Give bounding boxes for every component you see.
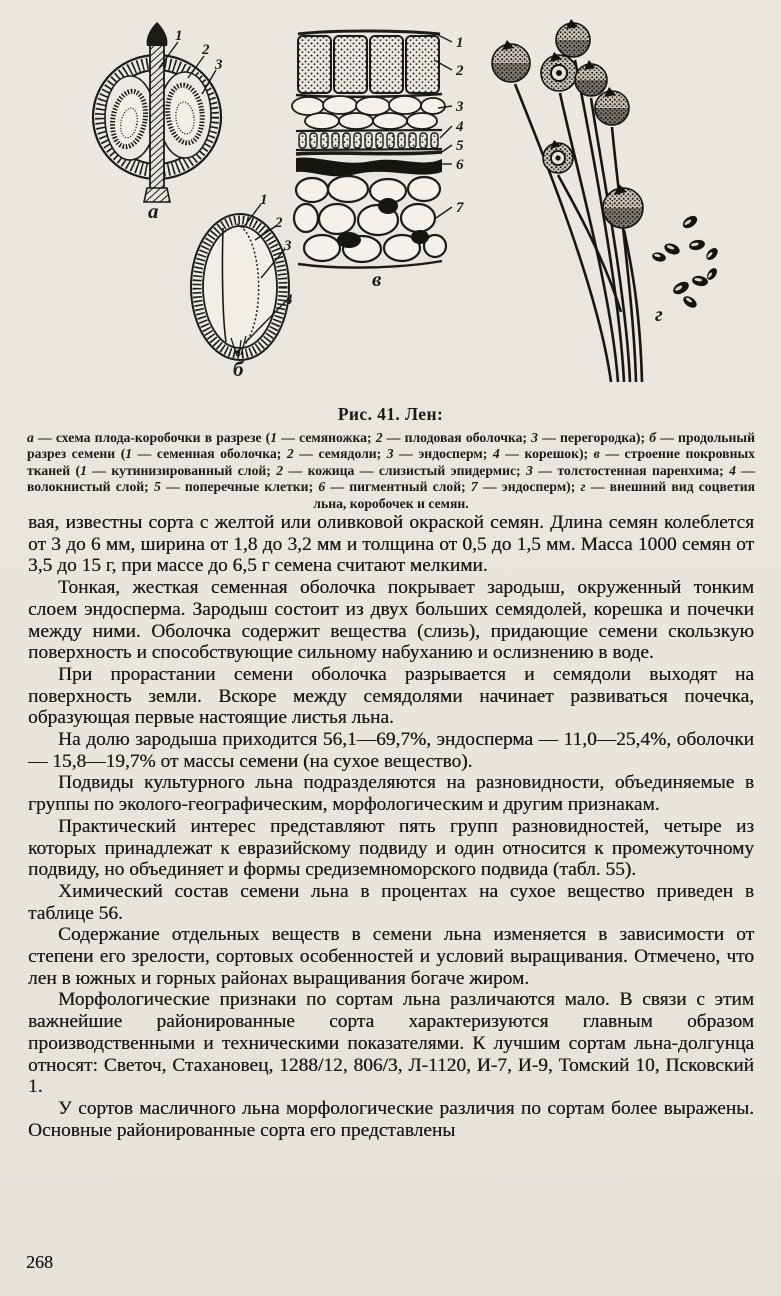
figure-41-illustration [0, 0, 781, 400]
figure-panel-g-inflorescence [483, 4, 778, 396]
callout-a-1: 1 [175, 28, 183, 44]
callout-v-5: 5 [456, 138, 464, 154]
capsule [543, 140, 573, 173]
figure-caption-title: Рис. 41. Лен: [337, 404, 444, 424]
paragraph: При прорастании семени оболочка разрывается и семядоли выходят на поверхность земли. Вскоре между семядолями начинает развиваться почечка, образующая первые настоящие листья льна. [28, 663, 754, 729]
panel-g-letter: г [655, 302, 663, 326]
callout-a-2: 2 [202, 42, 210, 58]
epidermis-cells [296, 36, 442, 97]
paragraph: Подвиды культурного льна подразделяются на разновидности, объединяемые в группы по эколого-географическим, морфологическим и другим признакам. [28, 772, 754, 816]
paragraph: Морфологические признаки по сортам льна различаются мало. В связи с этим важнейшие районированные сорта характеризуются главным образом производственными и техническими показателями. К лучшим сортам льна-долгунца относят: Светоч, Стахановец, 1288/12, 806/3, Л-1120, И-7, И-9, Томский 10, Псковский 1. [28, 989, 754, 1098]
pigment-layer [296, 158, 442, 177]
callout-v-3: 3 [456, 99, 464, 115]
paragraph: вая, известны сорта с желтой или оливковой окраской семян. Длина семян колеблется от 3 до 6 мм, ширина от 1,8 до 3,2 мм и толщина от 0,5 до 1,5 мм. Масса 1000 семян от 3,5 до 15 г, при массе до 6,5 г семена считают мелкими. [28, 512, 754, 577]
central-column [150, 44, 164, 190]
panel-a-letter: а [148, 199, 159, 223]
capsule [575, 60, 607, 96]
capsule [492, 40, 530, 82]
capsule [603, 184, 643, 228]
cross-cells-layer [296, 152, 442, 154]
panel-b-letter: б [233, 357, 244, 381]
callout-v-7: 7 [456, 200, 464, 216]
callout-a-3: 3 [215, 57, 223, 73]
seeds [651, 213, 720, 310]
fiber-layer [296, 130, 442, 150]
capsule [541, 52, 577, 91]
figure-panel-v-tissue-layers [292, 18, 482, 293]
paragraph: Практический интерес представляют пять групп разновидностей, четыре из которых принадлежат к евразийскому подвиду и один относится к промежуточному подвиду, но объединяет и формы средиземноморского подвида (табл. 55). [28, 815, 754, 881]
page-number: 268 [26, 1252, 53, 1272]
capsule-beak [147, 22, 168, 46]
parenchyma-cells [292, 96, 445, 129]
callout-b-4: 4 [285, 292, 293, 308]
endosperm-cells [294, 176, 446, 268]
body-text-column [28, 512, 754, 1141]
paragraph: Химический состав семени льна в процентах на сухое вещество приведен в таблице 56. [28, 880, 754, 924]
callout-v-4: 4 [456, 119, 464, 135]
capsule [556, 19, 590, 57]
callout-v-2: 2 [456, 63, 464, 79]
cuticle-layer [298, 31, 440, 34]
panel-v-letter: в [372, 267, 382, 291]
callout-b-3: 3 [284, 238, 292, 254]
paragraph: Содержание отдельных веществ в семени льна изменяется в зависимости от степени его зрелости, сортовых особенностей и условий выращивания. Отмечено, что лен в южных и горных районах выращивания богаче жиром. [28, 924, 754, 989]
paragraph: На долю зародыша приходится 56,1—69,7%, эндосперма — 11,0—25,4%, оболочки — 15,8—19,7% от массы семени (на сухое вещество). [28, 729, 754, 772]
callout-b-1: 1 [260, 192, 268, 208]
callout-v-6: 6 [456, 157, 464, 173]
callout-v-1: 1 [456, 35, 464, 51]
figure-caption-text: а — схема плода-коробочки в разрезе (1 — семяножка; 2 — плодовая оболочка; 3 — перегородка); б — продольный разрез семени (1 — семенная оболочка; 2 — семядоли; 3 — эндосперм; 4 — корешок); в — строение покровных тканей (1 — кутинизированный слой; 2 — кожица — слизистый эпидермис; 3 — толстостенная паренхима; 4 — волокнистый слой; 5 — поперечные клетки; 6 — пигментный слой; 7 — эндосперм); г — внешний вид соцветия льна, коробочек и семян. [27, 430, 755, 511]
paragraph: Тонкая, жесткая семенная оболочка покрывает зародыш, окруженный тонким слоем эндосперма. Зародыш состоит из двух больших семядолей, корешка и почечки между ними. Оболочка содержит вещества (слизь), придающие семени скользкую поверхность и способствующие сильному набуханию и ослизнению в воде. [28, 577, 754, 664]
paragraph: У сортов масличного льна морфологические различия по сортам более выражены. Основные районированные сорта его представлены [28, 1097, 754, 1141]
callout-b-2: 2 [275, 215, 283, 231]
